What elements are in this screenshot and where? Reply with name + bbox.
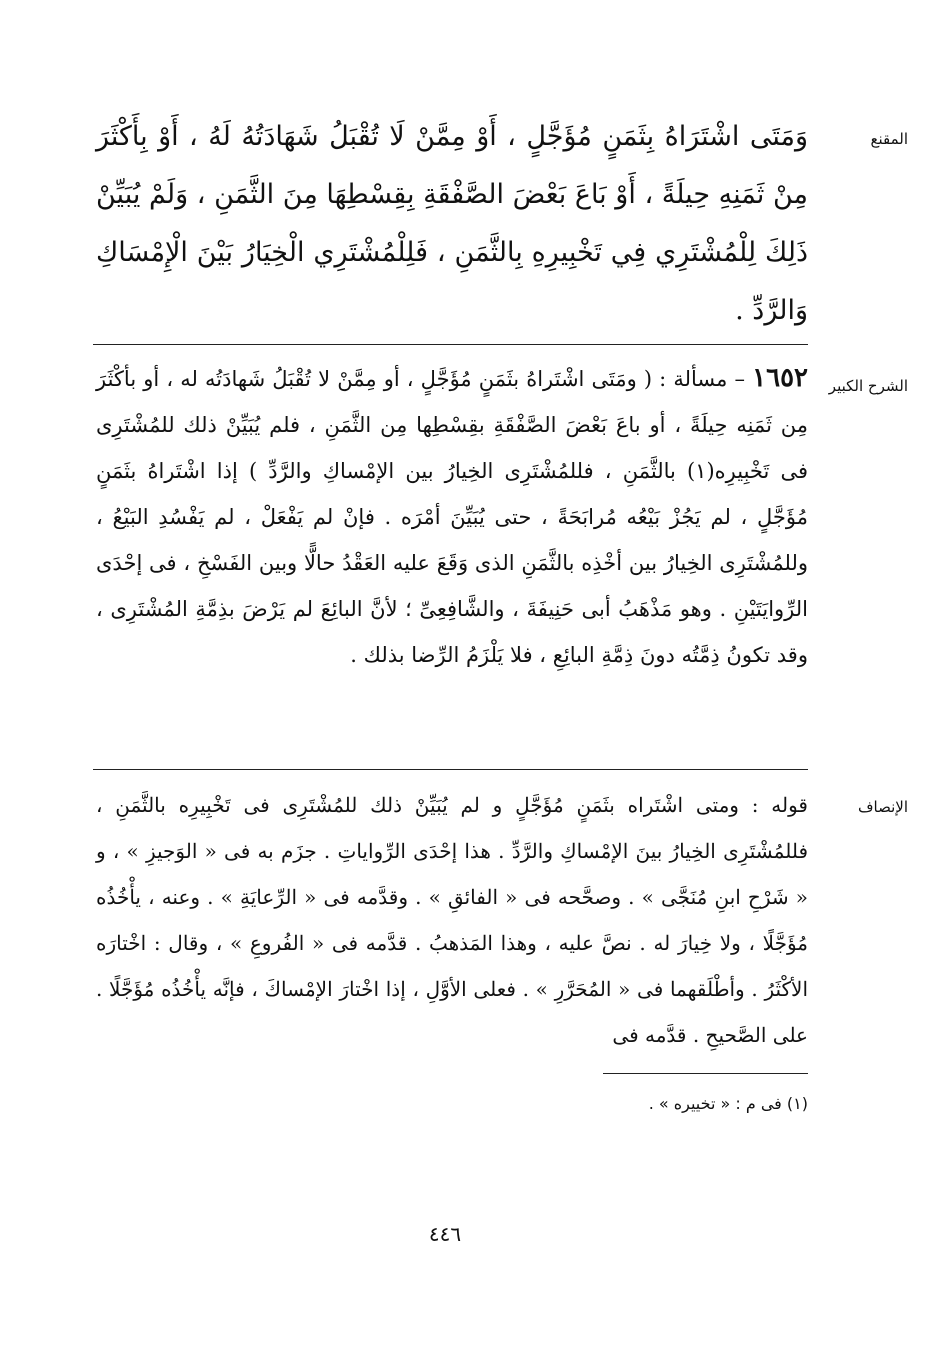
footnote-divider xyxy=(603,1073,808,1074)
muqni-text: وَمَتَى اشْتَرَاهُ بِثَمَنٍ مُؤَجَّلٍ ، أَوْ مِمَّنْ لَا تُقْبَلُ شَهَادَتُهُ لَهُ ، أَوْ بِأَكْثَرَ مِنْ ثَمَنِهِ حِيلَةً ، أَوْ بَاعَ بَعْضَ الصَّفْقَةِ بِقِسْطِهَا مِنَ الثَّمَنِ ، وَلَمْ يُبَيِّنْ ذَلِكَ لِلْمُشْتَرِي فِي تَخْبِيرِهِ بِالثَّمَنِ ، فَلِلْمُشْتَرِي الْخِيَارُ بَيْنَ الْإِمْسَاكِ وَالرَّدِّ . xyxy=(96,121,808,326)
muqni-label: المقنع xyxy=(870,130,908,148)
insaf-text: قوله : ومتى اشْتَراه بثَمَنٍ مُؤَجَّلٍ و لم يُبَيِّنْ ذلك للمُشْتَرِى فى تَخْبِيرِه بالثَّمَنِ ، فللمُشْتَرِى الخِيارُ بينَ الإمْساكِ والرَّدِّ . هذا إحْدَى الرِّواياتِ . جزَم به فى « الوَجيزِ » ، و « شَرْحِ ابنِ مُنَجَّى » . وصحَّحه فى « الفائقِ » . وقدَّمه فى « الرِّعايَةِ » . وعنه ، يأْخُذُه مُؤَجَّلًا ، ولا خِيارَ له . نصَّ عليه ، وهذا المَذهبُ . قدَّمه فى « الفُروعِ » ، وقال : اخْتارَه الأكْثَرُ . وأطْلَقهما فى « المُحَرَّرِ » . فعلى الأوَّلِ ، إذا اخْتارَ الإمْساكَ ، فإنَّه يأْخُذُه مُؤَجَّلًا . على الصَّحيحِ . قدَّمه فى xyxy=(96,793,808,1047)
section-divider-2 xyxy=(93,769,808,770)
sharh-body xyxy=(96,355,808,678)
footnote: (١) فى م : « تخييره » . xyxy=(648,1094,808,1113)
insaf-label: الإنصاف xyxy=(857,798,908,816)
sharh-text: – مسألة : ( ومَتَى اشْتَراهُ بثَمَنٍ مُؤَجَّلٍ ، أو مِمَّنْ لا تُقْبَلُ شَهادَتُه له ، أو بأكْثَرَ مِن ثَمَنِه حِيلَةً ، أو باعَ بَعْضَ الصَّفْقَةِ بقِسْطِها مِن الثَّمَنِ ، فلم يُبَيِّنْ ذلك للمُشْتَرِى فى تَخْبِيرِه(١) بالثَّمَنِ ، فللمُشْتَرِى الخِيارُ بين الإمْساكِ والرَّدِّ ) إذا اشْتَراهُ بثَمَنٍ مُؤَجَّلٍ ، لم يَجُزْ بَيْعُه مُرابَحَةً ، حتى يُبَيِّنَ أمْرَه . فإنْ لم يَفْعَلْ ، لم يَفْسُدِ البَيْعُ ، وللمُشْتَرِى الخِيارُ بين أخْذِه بالثَّمَنِ الذى وَقَعَ عليه العَقْدُ حالًّا وبين الفَسْخِ ، فى إحْدَى الرِّوايَتَيْنِ . وهو مَذْهَبُ أبى حَنِيفَةَ ، والشَّافِعِىِّ ؛ لأنَّ البائِعَ لم يَرْضَ بذِمَّةِ المُشْتَرِى ، وقد تكونُ ذِمَّتُه دونَ ذِمَّةِ البائِعِ ، فلا يَلْزَمُ الرِّضا بذلك . xyxy=(96,367,808,667)
sharh-label: الشرح الكبير xyxy=(828,377,908,395)
page-number: ٤٤٦ xyxy=(428,1222,462,1246)
section-divider-1 xyxy=(93,344,808,345)
masala-number: ١٦٥٢ xyxy=(752,363,808,393)
